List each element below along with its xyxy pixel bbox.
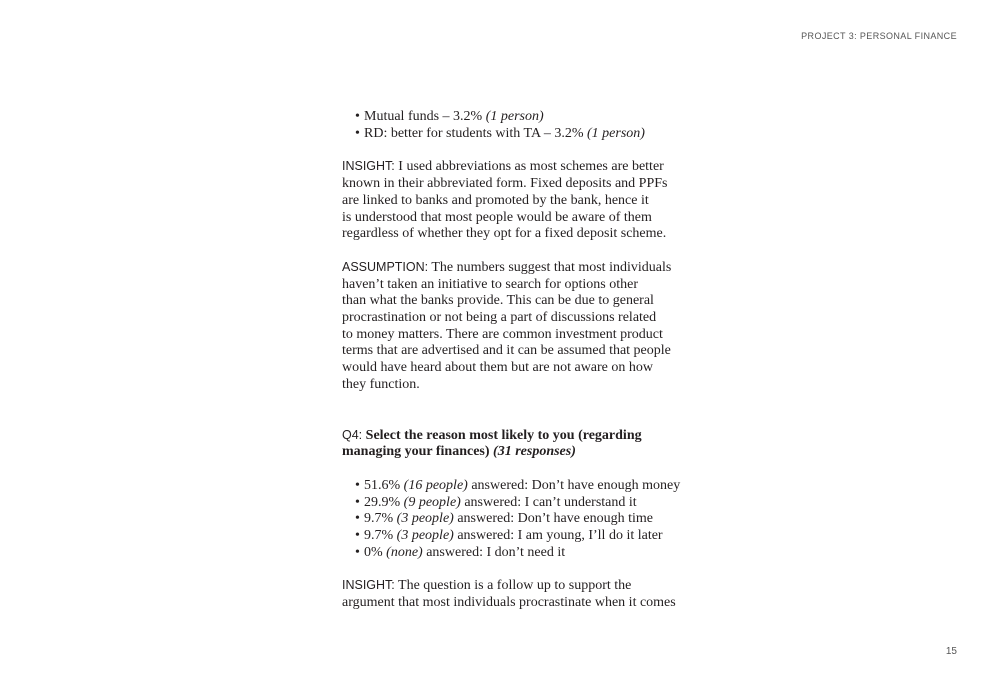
list-item: • 9.7% (3 people) answered: I am young, I’ll do it later [364,528,712,545]
insight-label: INSIGHT: [342,578,395,593]
question-heading: Q4: Select the reason most likely to you (regarding managing your finances) (31 responses) [342,427,642,460]
insight-paragraph: INSIGHT: The question is a follow up to support the argument that most individuals procrastinate when it comes [342,578,676,611]
list-item: • 29.9% (9 people) answered: I can’t understand it [364,495,712,512]
list-item: • 0% (none) answered: I don’t need it [364,545,712,562]
q4-answers-list [342,478,712,562]
insight-label: INSIGHT: [342,159,395,174]
list-item: • RD: better for students with TA – 3.2% (1 person) [364,126,712,143]
assumption-paragraph: ASSUMPTION: The numbers suggest that most individuals haven’t taken an initiative to search for options other than what the banks provide. This can be due to general procrastination or not being a part of discussions related to money matters. There are common investment product terms that are advertised and it can be assumed that people would have heard about them but are not aware on how they function. [342,259,672,392]
page-number: 15 [945,646,957,657]
insight-paragraph: INSIGHT: I used abbreviations as most schemes are better known in their abbreviated form. Fixed deposits and PPFs are linked to banks and promoted by the bank, hence it is understood that most people would be aware of them regardless of whether they opt for a fixed deposit scheme. [342,159,668,242]
list-item: • 51.6% (16 people) answered: Don’t have enough money [364,478,712,495]
list-item: • 9.7% (3 people) answered: Don’t have enough time [364,511,712,528]
question-label: Q4: [342,427,363,442]
investment-options-list [342,109,712,142]
running-header: PROJECT 3: PERSONAL FINANCE [801,31,957,41]
page-body [342,109,712,612]
assumption-label: ASSUMPTION: [342,259,429,274]
list-item: • Mutual funds – 3.2% (1 person) [364,109,712,126]
